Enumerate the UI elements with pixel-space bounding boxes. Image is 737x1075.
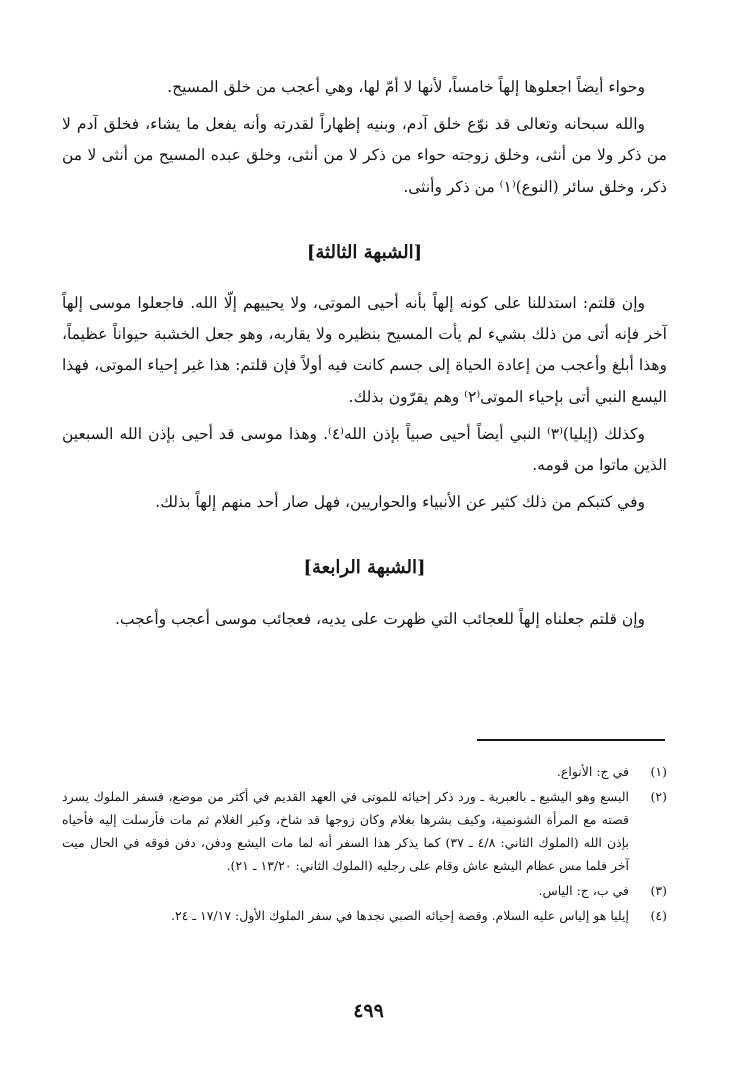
main-text [62, 72, 667, 641]
footnote-text: في ج: الأنواع. [556, 764, 629, 779]
footnote-number: (٣) [650, 883, 667, 898]
footnote-text: في ب، ج: الياس. [538, 883, 629, 898]
footnote [62, 760, 667, 783]
footnote [62, 904, 667, 927]
paragraph: وإن قلتم جعلناه إلهاً للعجائب التي ظهرت على يديه، فعجائب موسى أعجب وأعجب. [115, 609, 645, 628]
footnote-text: اليسع وهو اليشيع ـ بالعبرية ـ ورد ذكر إحيائه للموتى في العهد القديم في أكثر من موضع، فسفر الملوك يسرد قصته مع المرأة الشونمية، وكيف بشرها بغلام وكان زوجها قد شاخ، وكبر الغلام ثم مات فأرسلت إليه فأحياه بإذن الله (الملوك الثاني: ٤/٨ ـ ٣٧) كما يذكر هذا السفر أنه لما مات اليشع ودفن، دفن فوقه في الحال ميت آخر فلما مس عظام اليشع عاش وقام على رجليه (الملوك الثاني: ١٣/٢٠ ـ ٢١). [62, 789, 629, 873]
footnote-text: إيليا هو إلياس عليه السلام. وقصة إحيائه الصبي نجدها في سفر الملوك الأول: ١٧/١٧ ـ ٢٤. [170, 908, 629, 923]
footnote-number: (١) [650, 764, 667, 779]
paragraph: والله سبحانه وتعالى قد نوّع خلق آدم، وبنيه إظهاراً لقدرته وأنه يفعل ما يشاء، فخلق آدم لا من ذكر ولا من أنثى، وخلق زوجته حواء من ذكر لا من أنثى، وخلق عبده المسيح من أنثى لا من ذكر، وخلق سائر (النوع)⁽١⁾ من ذكر وأنثى. [62, 115, 667, 196]
footnote-number: (٤) [650, 908, 667, 923]
footnote [62, 879, 667, 902]
section-heading: [الشبهة الرابعة] [303, 557, 426, 579]
footnote-divider [477, 739, 665, 741]
section-heading: [الشبهة الثالثة] [306, 241, 423, 263]
paragraph: وإن قلتم: استدللنا على كونه إلهاً بأنه أحيى الموتى، ولا يحييهم إلّا الله. فاجعلوا موسى إلهاً آخر فإنه أتى من ذلك بشيء لم يأت المسيح بنظيره ولا يقاربه، وهو جعل الخشبة حيواناً عظيماً، وهذا أبلغ وأعجب من إعادة الحياة إلى جسم كانت فيه أولاً فإن قلتم: هذا غير إحياء الموتى، فهذا اليسع النبي أتى بإحياء الموتى⁽٢⁾ وهم يقرّون بذلك. [62, 294, 667, 406]
paragraph: وكذلك (إيليا)⁽٣⁾ النبي أيضاً أحيى صبياً بإذن الله⁽٤⁾. وهذا موسى قد أحيى بإذن الله السبعين الذين ماتوا من قومه. [62, 424, 667, 475]
page-number: ٤٩٩ [353, 1000, 384, 1022]
footnotes [62, 760, 667, 929]
footnote-number: (٢) [650, 789, 667, 804]
footnote [62, 785, 667, 877]
paragraph: وحواء أيضاً اجعلوها إلهاً خامساً، لأنها لا أمّ لها، وهي أعجب من خلق المسيح. [167, 78, 645, 96]
paragraph: وفي كتبكم من ذلك كثير عن الأنبياء والحواريين، فهل صار أحد منهم إلهاً بذلك. [155, 493, 645, 512]
